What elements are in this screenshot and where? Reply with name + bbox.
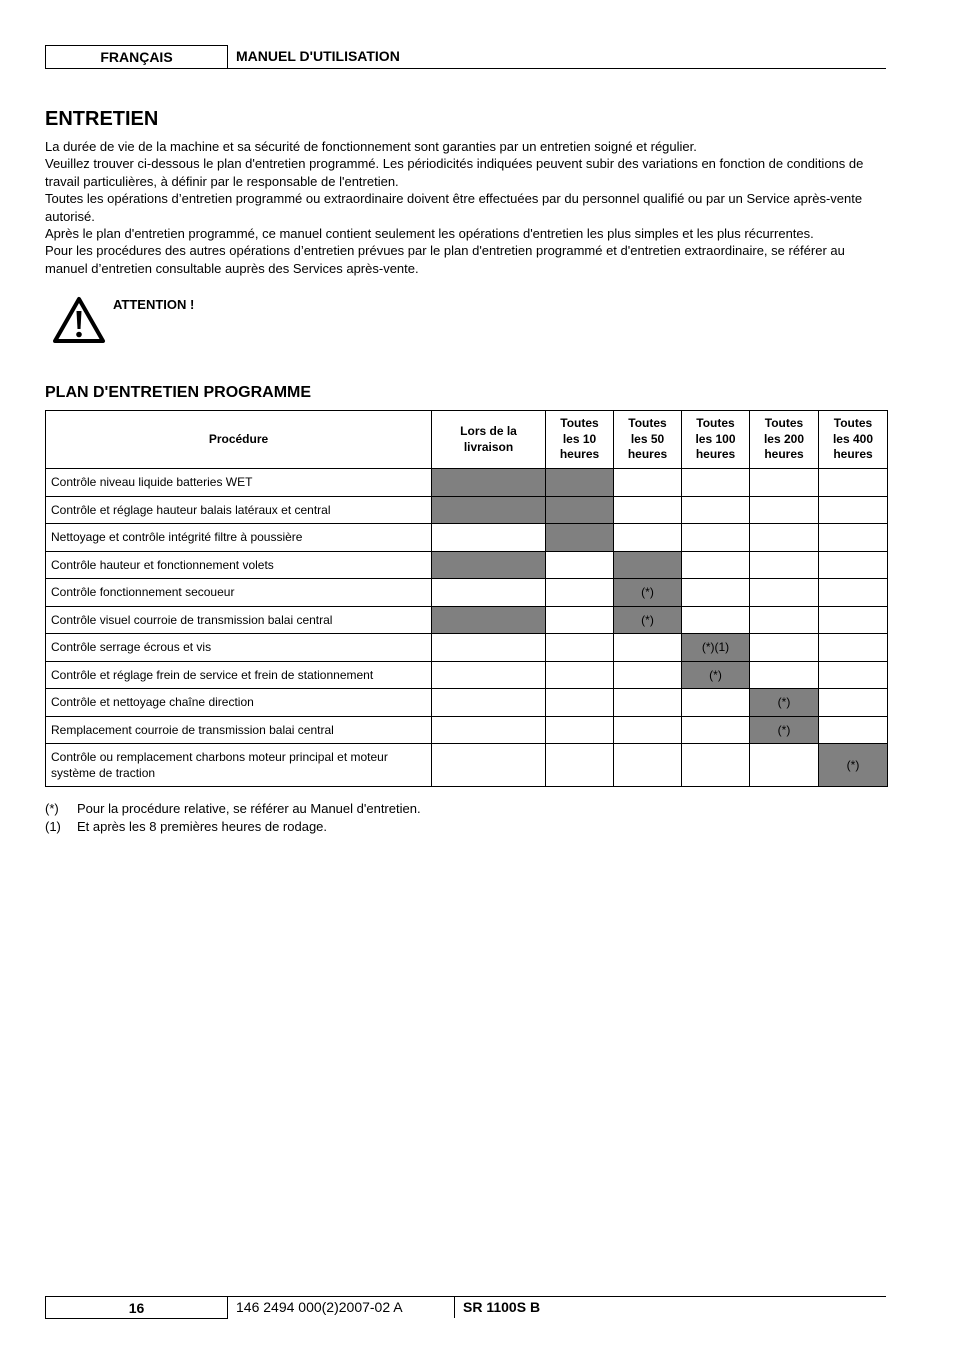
interval-cell bbox=[546, 551, 614, 579]
interval-cell bbox=[819, 469, 888, 497]
procedure-cell: Contrôle niveau liquide batteries WET bbox=[46, 469, 432, 497]
table-row bbox=[46, 551, 888, 579]
warning-triangle-icon bbox=[52, 296, 106, 344]
interval-cell bbox=[750, 661, 819, 689]
column-header: Toutes les 100 heures bbox=[682, 411, 750, 469]
interval-cell bbox=[750, 579, 819, 607]
footnote-mark: (1) bbox=[45, 818, 61, 834]
column-header: Toutes les 50 heures bbox=[614, 411, 682, 469]
interval-cell bbox=[432, 496, 546, 524]
interval-cell bbox=[682, 551, 750, 579]
paragraph: Toutes les opérations d’entretien programmé ou extraordinaire doivent être effectuées par du personnel qualifié ou par un Service après-vente autorisé. bbox=[45, 191, 863, 224]
model-name: SR 1100S B bbox=[463, 1299, 541, 1315]
page-footer bbox=[45, 1296, 886, 1319]
interval-cell bbox=[682, 524, 750, 552]
interval-cell bbox=[750, 551, 819, 579]
interval-cell bbox=[546, 606, 614, 634]
interval-cell bbox=[682, 469, 750, 497]
interval-cell bbox=[819, 716, 888, 744]
interval-cell bbox=[432, 716, 546, 744]
interval-cell: (*) bbox=[750, 716, 819, 744]
interval-cell: (*) bbox=[819, 744, 888, 787]
paragraph: Veuillez trouver ci-dessous le plan d'entretien programmé. Les périodicités indiquées peuvent subir des variations en fonction de conditions de travail particulières, à définir par le responsable de l'entretien. bbox=[45, 156, 864, 189]
interval-cell bbox=[819, 579, 888, 607]
interval-cell bbox=[750, 634, 819, 662]
interval-cell: (*) bbox=[750, 689, 819, 717]
interval-cell bbox=[432, 606, 546, 634]
interval-cell bbox=[614, 496, 682, 524]
procedure-cell: Contrôle ou remplacement charbons moteur principal et moteur système de traction bbox=[46, 744, 432, 787]
procedure-cell: Nettoyage et contrôle intégrité filtre à poussière bbox=[46, 524, 432, 552]
procedure-cell: Contrôle et réglage frein de service et frein de stationnement bbox=[46, 661, 432, 689]
interval-cell bbox=[819, 689, 888, 717]
table-row bbox=[46, 606, 888, 634]
interval-cell bbox=[614, 689, 682, 717]
interval-cell bbox=[546, 744, 614, 787]
interval-cell bbox=[546, 469, 614, 497]
document-code: 146 2494 000(2)2007-02 A bbox=[236, 1299, 403, 1315]
paragraph: Pour les procédures des autres opérations d’entretien prévues par le plan d'entretien programmé et d'entretien extraordinaire, se référer au manuel d’entretien consultable auprès des Services après-vente. bbox=[45, 243, 845, 276]
interval-cell bbox=[682, 579, 750, 607]
procedure-cell: Remplacement courroie de transmission balai central bbox=[46, 716, 432, 744]
table-notes bbox=[45, 800, 421, 835]
interval-cell bbox=[750, 469, 819, 497]
footnote bbox=[45, 818, 421, 836]
interval-cell bbox=[432, 524, 546, 552]
interval-cell bbox=[432, 579, 546, 607]
interval-cell bbox=[614, 661, 682, 689]
header-rule bbox=[228, 68, 886, 69]
column-header: Procédure bbox=[46, 411, 432, 469]
table-row bbox=[46, 469, 888, 497]
interval-cell bbox=[819, 661, 888, 689]
column-header: Toutes les 400 heures bbox=[819, 411, 888, 469]
interval-cell bbox=[682, 744, 750, 787]
table-body bbox=[46, 469, 888, 787]
interval-cell bbox=[432, 469, 546, 497]
section-body bbox=[45, 138, 890, 277]
interval-cell bbox=[546, 689, 614, 717]
interval-cell bbox=[614, 716, 682, 744]
interval-cell bbox=[614, 634, 682, 662]
interval-cell bbox=[432, 689, 546, 717]
interval-cell bbox=[750, 524, 819, 552]
interval-cell bbox=[819, 551, 888, 579]
interval-cell bbox=[614, 469, 682, 497]
interval-cell: (*) bbox=[614, 606, 682, 634]
plan-title: PLAN D'ENTRETIEN PROGRAMME bbox=[45, 384, 312, 401]
procedure-cell: Contrôle hauteur et fonctionnement volets bbox=[46, 551, 432, 579]
interval-cell bbox=[682, 606, 750, 634]
procedure-cell: Contrôle et réglage hauteur balais latéraux et central bbox=[46, 496, 432, 524]
table-row bbox=[46, 744, 888, 787]
table-row bbox=[46, 661, 888, 689]
interval-cell bbox=[546, 634, 614, 662]
procedure-cell: Contrôle serrage écrous et vis bbox=[46, 634, 432, 662]
language-label: FRANÇAIS bbox=[45, 45, 228, 69]
interval-cell bbox=[432, 634, 546, 662]
maintenance-schedule-table bbox=[45, 410, 888, 787]
interval-cell bbox=[819, 524, 888, 552]
interval-cell bbox=[682, 496, 750, 524]
footer-separator bbox=[454, 1296, 455, 1318]
table-row bbox=[46, 689, 888, 717]
interval-cell bbox=[546, 716, 614, 744]
table-row bbox=[46, 496, 888, 524]
interval-cell bbox=[432, 551, 546, 579]
interval-cell bbox=[614, 744, 682, 787]
interval-cell bbox=[682, 689, 750, 717]
column-header: Toutes les 10 heures bbox=[546, 411, 614, 469]
interval-cell bbox=[750, 496, 819, 524]
interval-cell bbox=[546, 524, 614, 552]
page-number: 16 bbox=[45, 1296, 228, 1319]
interval-cell bbox=[819, 496, 888, 524]
table-row bbox=[46, 524, 888, 552]
section-title: ENTRETIEN bbox=[45, 108, 159, 130]
interval-cell: (*) bbox=[614, 579, 682, 607]
interval-cell bbox=[750, 606, 819, 634]
interval-cell bbox=[614, 524, 682, 552]
footnote-mark: (*) bbox=[45, 801, 59, 816]
table-row bbox=[46, 716, 888, 744]
interval-cell bbox=[819, 634, 888, 662]
interval-cell bbox=[682, 716, 750, 744]
footnote bbox=[45, 800, 421, 818]
interval-cell bbox=[432, 744, 546, 787]
table-header-row bbox=[46, 411, 888, 469]
interval-cell bbox=[546, 661, 614, 689]
interval-cell bbox=[750, 744, 819, 787]
column-header: Lors de la livraison bbox=[432, 411, 546, 469]
procedure-cell: Contrôle visuel courroie de transmission balai central bbox=[46, 606, 432, 634]
column-header: Toutes les 200 heures bbox=[750, 411, 819, 469]
interval-cell bbox=[546, 579, 614, 607]
footnote-text: Pour la procédure relative, se référer au Manuel d'entretien. bbox=[77, 801, 421, 816]
interval-cell: (*)(1) bbox=[682, 634, 750, 662]
interval-cell bbox=[614, 551, 682, 579]
interval-cell: (*) bbox=[682, 661, 750, 689]
interval-cell bbox=[432, 661, 546, 689]
attention-label: ATTENTION ! bbox=[113, 297, 195, 312]
manual-title: MANUEL D'UTILISATION bbox=[236, 48, 400, 64]
table-row bbox=[46, 634, 888, 662]
interval-cell bbox=[546, 496, 614, 524]
procedure-cell: Contrôle fonctionnement secoueur bbox=[46, 579, 432, 607]
page-header bbox=[45, 45, 886, 68]
interval-cell bbox=[819, 606, 888, 634]
paragraph: La durée de vie de la machine et sa sécurité de fonctionnement sont garanties par un entretien soigné et régulier. bbox=[45, 139, 697, 154]
footnote-text: Et après les 8 premières heures de rodage. bbox=[77, 818, 328, 834]
procedure-cell: Contrôle et nettoyage chaîne direction bbox=[46, 689, 432, 717]
paragraph: Après le plan d'entretien programmé, ce manuel contient seulement les opérations d'entretien les plus simples et les plus récurrentes. bbox=[45, 226, 814, 242]
table-row bbox=[46, 579, 888, 607]
